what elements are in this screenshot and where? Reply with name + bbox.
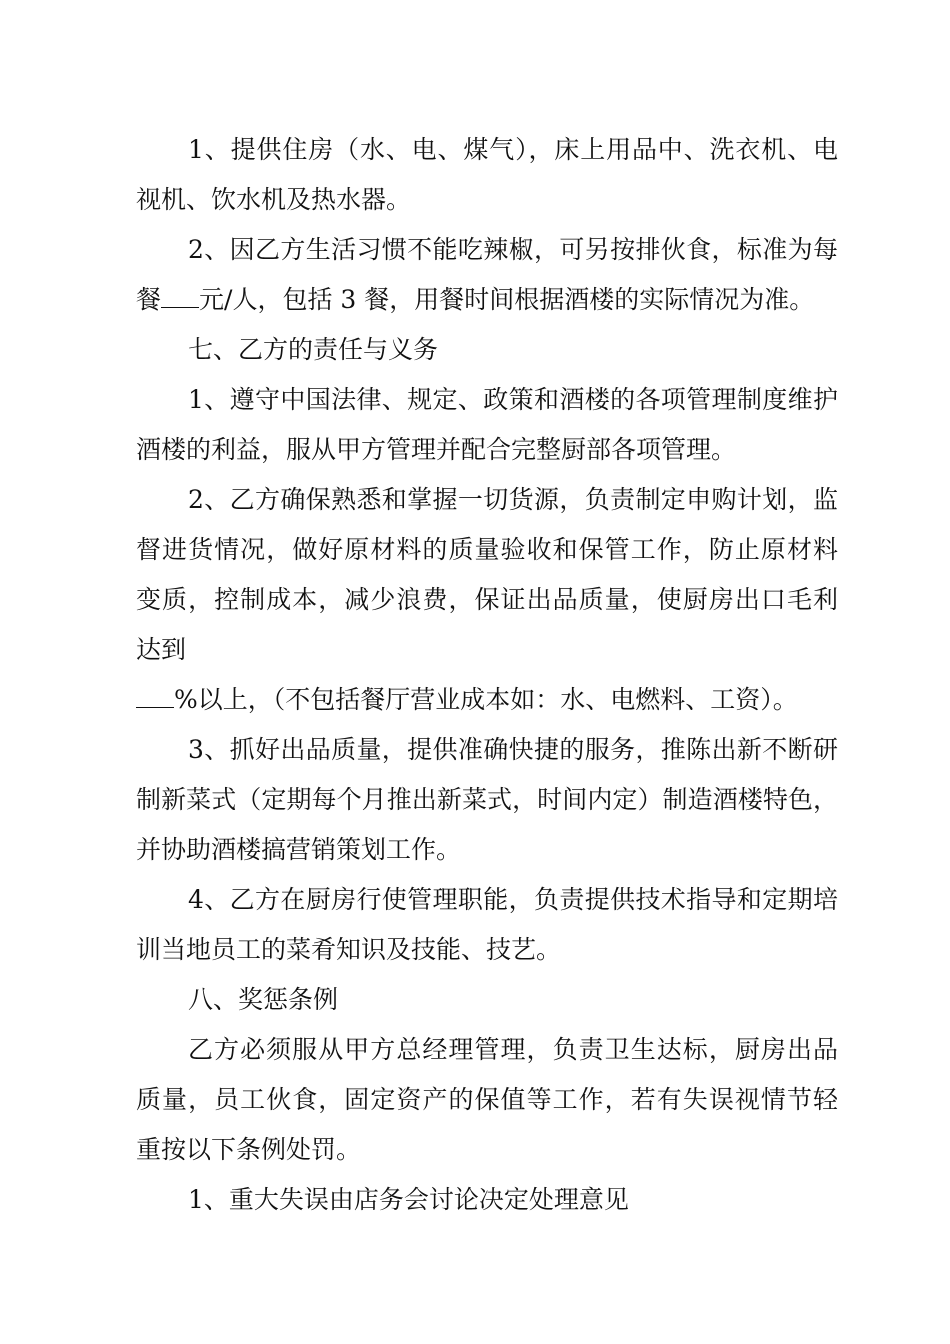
text-fragment: 餐 xyxy=(136,285,162,314)
text-line: 4、乙方在厨房行使管理职能，负责提供技术指导和定期培 xyxy=(188,885,838,914)
text-line: 乙方必须服从甲方总经理管理，负责卫生达标，厨房出品 xyxy=(188,1035,838,1064)
text-line: 1、提供住房（水、电、煤气），床上用品中、洗衣机、电 xyxy=(188,135,838,164)
text-line: 2、因乙方生活习惯不能吃辣椒，可另按排伙食，标准为每 xyxy=(188,235,838,264)
text-line: 变质，控制成本，减少浪费，保证出品质量，使厨房出口毛利 xyxy=(136,585,838,614)
text-line xyxy=(136,285,838,315)
text-line xyxy=(136,685,838,715)
text-line: 酒楼的利益，服从甲方管理并配合完整厨部各项管理。 xyxy=(136,435,737,464)
blank-underline xyxy=(161,285,199,308)
text-line: 视机、饮水机及热水器。 xyxy=(136,185,412,214)
text-line: 重按以下条例处罚。 xyxy=(136,1135,362,1164)
text-line: 达到 xyxy=(136,635,187,664)
text-line: 2、乙方确保熟悉和掌握一切货源，负责制定申购计划，监 xyxy=(188,485,838,514)
text-line: 并协助酒楼搞营销策划工作。 xyxy=(136,835,462,864)
text-line: 督进货情况，做好原材料的质量验收和保管工作，防止原材料 xyxy=(136,535,838,564)
text-line: 1、遵守中国法律、规定、政策和酒楼的各项管理制度维护 xyxy=(188,385,838,414)
text-line: 制新菜式（定期每个月推出新菜式，时间内定）制造酒楼特色， xyxy=(136,785,838,814)
blank-underline xyxy=(136,685,174,708)
section-heading: 七、乙方的责任与义务 xyxy=(188,335,439,364)
section-heading: 八、奖惩条例 xyxy=(188,985,339,1014)
text-fragment: 元/人，包括 3 餐，用餐时间根据酒楼的实际情况为准。 xyxy=(199,285,815,314)
text-fragment: %以上，（不包括餐厅营业成本如：水、电燃料、工资）。 xyxy=(174,685,798,714)
text-line: 1、重大失误由店务会讨论决定处理意见 xyxy=(188,1185,629,1214)
text-line: 质量，员工伙食，固定资产的保值等工作，若有失误视情节轻 xyxy=(136,1085,838,1114)
text-line: 训当地员工的菜肴知识及技能、技艺。 xyxy=(136,935,562,964)
text-line: 3、抓好出品质量，提供准确快捷的服务，推陈出新不断研 xyxy=(188,735,838,764)
